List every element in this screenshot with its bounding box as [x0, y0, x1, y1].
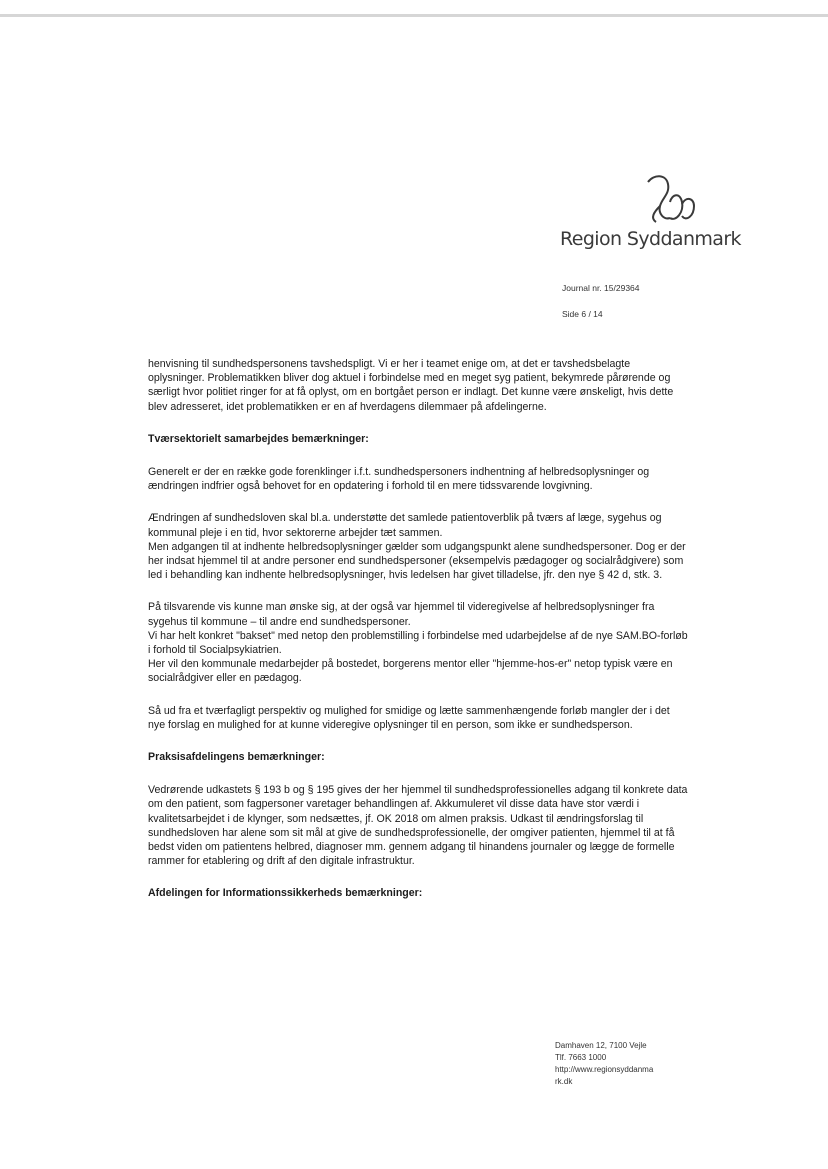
- logo-text: Region Syddanmark: [560, 228, 741, 250]
- region-logo: [556, 172, 741, 262]
- paragraph: [148, 600, 688, 685]
- section-heading: Praksisafdelingens bemærkninger:: [148, 751, 325, 764]
- page-number: Side 6 / 14: [562, 309, 603, 319]
- footer-address: [555, 1040, 680, 1088]
- section-heading: Afdelingen for Informationssikkerheds bemærkninger:: [148, 887, 423, 900]
- paragraph-line: På tilsvarende vis kunne man ønske sig, at der også var hjemmel til videregivelse af helbredsoplysninger fra sygehus til kommune – til andre end sundhedspersoner.: [148, 601, 655, 628]
- paragraph-line: Vi har helt konkret "bakset" med netop den problemstilling i forbindelse med udarbejdelse af de nye SAM.BO-forløb i forhold til Socialpsykiatrien.: [148, 629, 688, 657]
- website-link[interactable]: http://www.regionsyddanma: [555, 1065, 654, 1074]
- scan-edge: [0, 14, 828, 17]
- phone: Tlf. 7663 1000: [555, 1053, 607, 1062]
- paragraph: Så ud fra et tværfagligt perspektiv og mulighed for smidige og lætte sammenhængende forløb mangler der i det nye forslag en mulighed for at kunne videregive oplysninger til en person, som ikke er sundhedsperson.: [148, 704, 670, 731]
- region-logo-icon: [640, 172, 700, 230]
- address: Damhaven 12, 7100 Vejle: [555, 1041, 647, 1050]
- paragraph-line: Her vil den kommunale medarbejder på bostedet, borgerens mentor eller "hjemme-hos-er" netop typisk være en socialrådgiver eller en pædagog.: [148, 658, 673, 685]
- paragraph-line: Ændringen af sundhedsloven skal bl.a. understøtte det samlede patientoverblik på tværs af læge, sygehus og kommunal pleje i en tid, hvor sektorerne arbejder tæt sammen.: [148, 512, 662, 539]
- paragraph: Generelt er der en række gode forenklinger i.f.t. sundhedspersoners indhentning af helbredsoplysninger og ændringen indfrier også behovet for en opdatering i forhold til en mere tidssvarende lovgivning.: [148, 466, 650, 493]
- paragraph: henvisning til sundhedspersonens tavshedspligt. Vi er her i teamet enige om, at det er tavshedsbelagte oplysninger. Problematikken bliver dog aktuel i forbindelse med en meget syg patient, bekymrede pårørende og særligt hvor politiet ringer for at få oplyst, om en bortgået person er indlagt. Det kunne være ønskeligt, hvis dette blev adresseret, idet problematikken er en af hverdagens dilemmaer på afdelingerne.: [148, 358, 674, 413]
- website-link-cont[interactable]: rk.dk: [555, 1077, 573, 1086]
- paragraph: Vedrørende udkastets § 193 b og § 195 gives der her hjemmel til sundhedsprofessionelles adgang til konkrete data om den patient, som fagpersoner varetager behandlingen af. Akkumuleret vil disse data have stor værdi i kvalitetsarbejdet i de klynger, som nedsættes, jf. OK 2018 om almen praksis. Udkast til ændringsforslag til sundhedsloven har alene som sit mål at give de sundhedsprofessionelle, der omgiver patienten, hjemmel til at få bedst viden om patientens helbred, diagnoser mm. gennem adgang til hinandens journaler og lægge de formelle rammer for etablering og drift af den digitale infrastruktur.: [148, 784, 688, 868]
- paragraph: [148, 511, 688, 582]
- letter-body: [148, 357, 688, 920]
- section-heading: Tværsektorielt samarbejdes bemærkninger:: [148, 432, 369, 445]
- journal-number: Journal nr. 15/29364: [562, 283, 640, 293]
- paragraph-line: Men adgangen til at indhente helbredsoplysninger gælder som udgangspunkt alene sundhedspersoner. Dog er der her indsat hjemmel til at andre personer end sundhedspersoner (eksempelvis pædagoger og socialrådgivere) som led i behandling kan indhente helbredsoplysninger, hvis ledelsen har givet tilladelse, jfr. den nye § 42 d, stk. 3.: [148, 540, 686, 582]
